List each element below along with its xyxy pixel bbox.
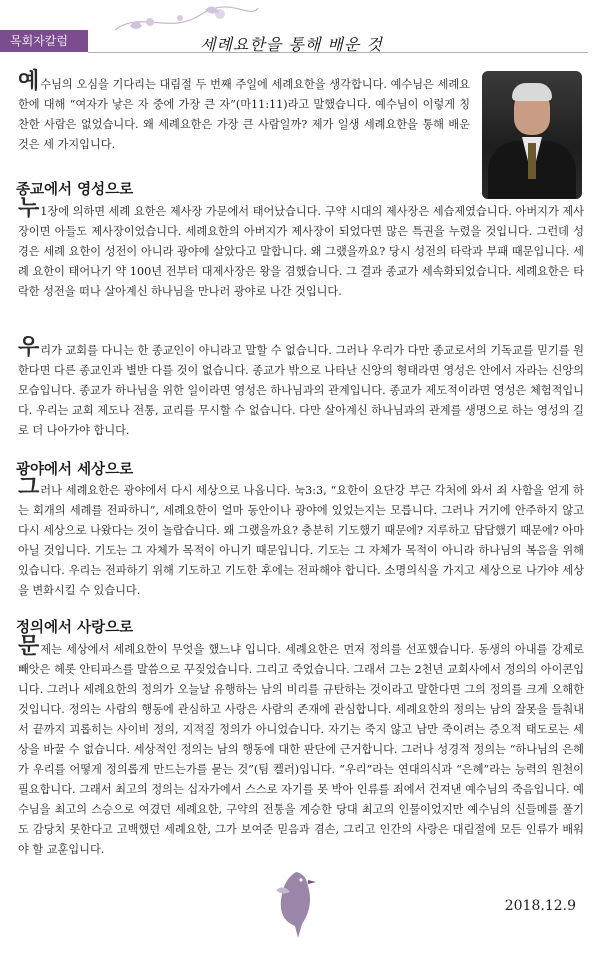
section-heading-2: 광야에서 세상으로 bbox=[16, 462, 134, 478]
section-1-paragraph-1 bbox=[18, 195, 584, 302]
paragraph-text: 수님의 오심을 기다리는 대림절 두 번째 주일에 세례요한을 생각합니다. 예수님은 세례요한에 대해 “여자가 낳은 자 중에 가장 큰 자”(마11:11)라고 말했습니다. 예수님이 이렇게 칭찬한 사람은 없었습니다. 왜 세례요한은 가장 큰 사람일까? 제가 일생 세례요한을 통해 배운 것은 세 가지입니다. bbox=[18, 78, 470, 151]
section-heading-1: 종교에서 영성으로 bbox=[16, 182, 134, 198]
publish-date: 2018.12.9 bbox=[504, 898, 576, 914]
section-3-paragraph-1 bbox=[18, 633, 584, 860]
paragraph-text: 리가 교회를 다니는 한 종교인이 아니라고 말할 수 없습니다. 그러나 우리가 다만 종교로서의 기독교를 믿기를 원한다면 다른 종교인과 별반 다를 것이 없습니다. 종교가 밖으로 나타난 신앙의 형태라면 영성은 안에서 자라는 신앙의 모습입니다. 종교가 하나님을 위한 일이라면 영성은 하나님과의 관계입니다. 종교가 제도적이라면 영성은 체험적입니다. 우리는 교회 제도나 전통, 교리를 무시할 수 없습니다. 다만 살아계신 하나님과의 관계를 생명으로 하는 영성의 길로 더 나아가야 합니다. bbox=[18, 344, 584, 437]
paragraph-text: 제는 세상에서 세례요한이 무엇을 했느냐 입니다. 세례요한은 먼저 정의를 선포했습니다. 동생의 아내를 강제로 빼앗은 헤롯 안티파스를 말씀으로 꾸짖었습니다. 그리고 죽었습니다. 그래서 그는 2천년 교회사에서 정의의 아이콘입니다. 그러나 세례요한의 정의가 오늘날 유행하는 남의 비리를 규탄하는 것이라고 말한다면 그의 정의를 크게 오해한 것입니다. 정의는 사람의 행동에 관심하고 사랑은 사람의 존재에 관심합니다. 세례요한의 정의는 남의 잘못을 들춰내서 끝까지 괴롭히는 사이비 정의, 지적질 정의가 아니었습니다. 자기는 죽지 않고 남만 죽이려는 증오적 태도로는 세상을 바꿀 수 없습니다. 세상적인 정의는 남의 행동에 대한 판단에 근거합니다. 그러나 성경적 정의는 “하나님의 은혜가 우리를 어떻게 정의롭게 만드는가를 묻는 것”(팀 켈러)입니다. “우리”라는 연대의식과 “은혜”라는 능력의 원천이 필요합니다. 그래서 최고의 정의는 십자가에서 스스로 자기를 못 박아 인류를 죄에서 건져낸 예수님의 죽음입니다. 예수님을 최고의 스승으로 여겼던 세례요한, 구약의 전통을 계승한 당대 최고의 인물이었지만 예수님의 신들메를 풀기도 감당치 못한다고 고백했던 세례요한, 그가 보여준 믿음과 겸손, 그리고 인간의 사랑은 대림절에 모든 인류가 배워야 할 교훈입니다. bbox=[18, 643, 584, 856]
section-1-paragraph-2 bbox=[18, 334, 584, 441]
drop-cap: 그 bbox=[18, 474, 40, 500]
drop-cap: 예 bbox=[18, 68, 40, 94]
drop-cap: 문 bbox=[18, 633, 40, 659]
page-title: 세례요한을 통해 배운 것 bbox=[200, 35, 383, 54]
drop-cap: 우 bbox=[18, 334, 40, 360]
section-2-paragraph-1 bbox=[18, 474, 584, 601]
bird-ornament-icon bbox=[268, 868, 324, 940]
paragraph-text: 러나 세례요한은 광야에서 다시 세상으로 나옵니다. 눅3:3, “요한이 요단강 부근 각처에 와서 죄 사함을 얻게 하는 회개의 세례를 전파하니”, 세례요한이 얼마 동안이나 광야에 있었는지는 모릅니다. 그러나 거기에 안주하지 않고 다시 세상으로 나왔다는 것이 놀랍습니다. 왜 그랬을까요? 충분히 기도했기 때문에? 지루하고 답답했기 때문에? 아마 아닐 것입니다. 기도는 그 자체가 목적이 아니기 때문입니다. 기도는 그 자체가 목적이 아니라 하나님의 복음을 위해 있습니다. 우리는 전파하기 위해 기도하고 기도한 후에는 전파해야 합니다. 소명의식을 가지고 세상으로 나가야 세상을 변화시킬 수 있습니다. bbox=[18, 484, 584, 597]
author-photo bbox=[482, 71, 582, 199]
intro-paragraph bbox=[18, 68, 470, 155]
paragraph-text: 1장에 의하면 세례 요한은 제사장 가문에서 태어났습니다. 구약 시대의 제사장은 세습제였습니다. 아버지가 제사장이면 아들도 제사장이었습니다. 세례요한의 아버지가 제사장이 되었다면 많은 특권을 누렸을 것입니다. 그런데 성경은 세례 요한이 성전이 아니라 광야에 살았다고 말합니다. 왜 그랬을까요? 당시 성전의 타락과 부패 때문입니다. 세례 요한이 태어나기 약 100년 전부터 대제사장은 왕을 겸했습니다. 그 결과 종교가 세속화되었습니다. 세례요한은 타락한 성전을 떠나 살아계신 하나님을 만나러 광야로 나간 것입니다. bbox=[18, 205, 584, 298]
column-tag: 목회자칼럼 bbox=[0, 30, 88, 52]
drop-cap: 누 bbox=[18, 195, 40, 221]
section-heading-3: 정의에서 사랑으로 bbox=[16, 620, 134, 636]
